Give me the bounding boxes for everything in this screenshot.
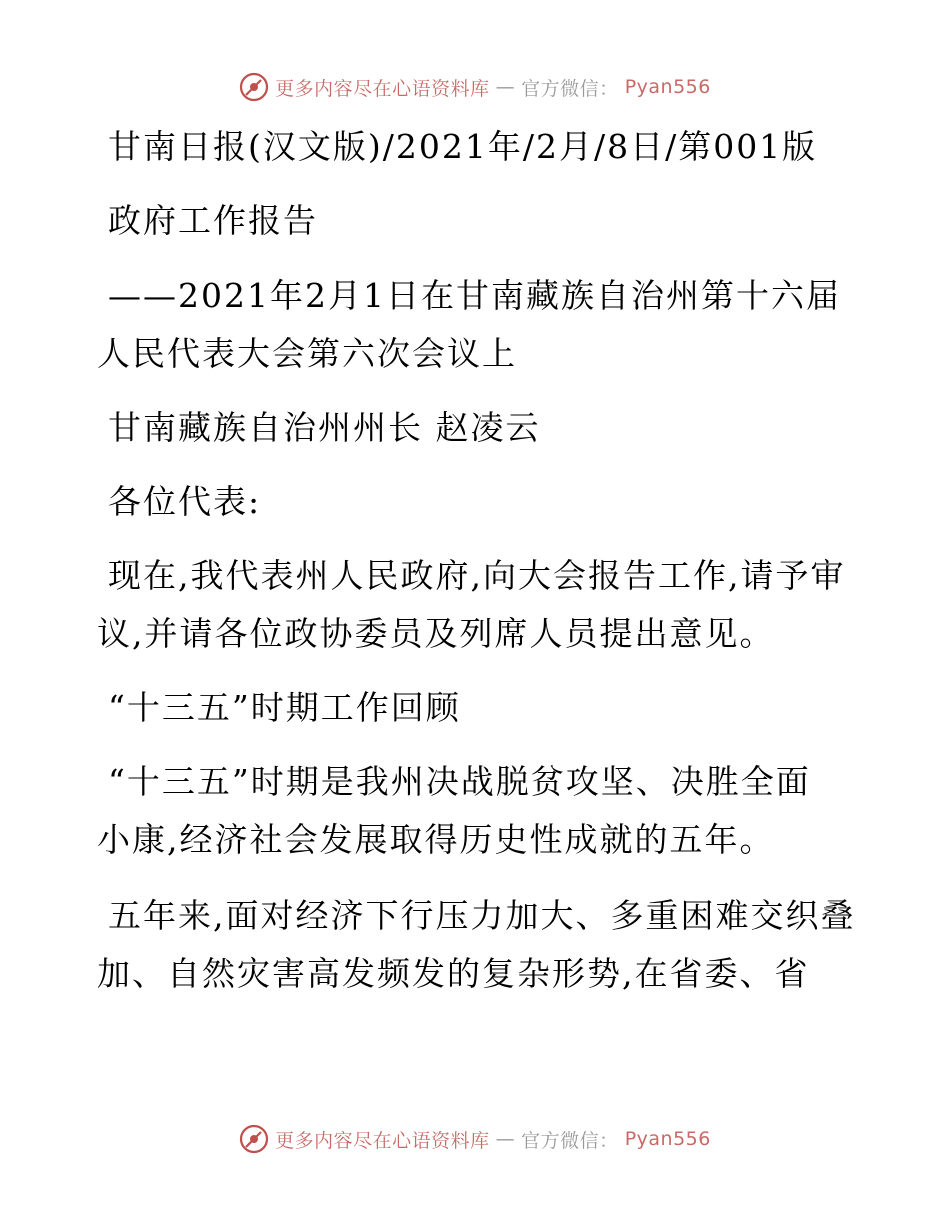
- paragraph-3-line-2: 加、自然灾害高发频发的复杂形势,在省委、省: [97, 954, 810, 993]
- watermark-text: 更多内容尽在心语资料库: [275, 1129, 490, 1152]
- watermark-separator: —: [495, 76, 516, 98]
- paragraph-2-line-2: 小康,经济社会发展取得历史性成就的五年。: [97, 820, 775, 859]
- paragraph-2-line-1: “十三五”时期是我州决战脱贫攻坚、决胜全面: [108, 762, 811, 801]
- source-line: 甘南日报(汉文版)/2021年/2月/8日/第001版: [108, 127, 818, 166]
- subtitle-line-2: 人民代表大会第六次会议上: [97, 334, 517, 373]
- watermark-id: Pyan556: [624, 1128, 711, 1150]
- watermark-text: 更多内容尽在心语资料库: [275, 77, 490, 100]
- watermark-label: 官方微信：: [521, 1129, 619, 1152]
- subtitle-line-1: ——2021年2月1日在甘南藏族自治州第十六届: [108, 276, 841, 315]
- salutation: 各位代表:: [108, 482, 262, 521]
- paragraph-1-line-2: 议,并请各位政协委员及列席人员提出意见。: [97, 614, 775, 653]
- paragraph-3-line-1: 五年来,面对经济下行压力加大、多重困难交织叠: [108, 896, 856, 935]
- watermark-header: [0, 72, 950, 102]
- watermark-label: 官方微信：: [521, 77, 619, 100]
- watermark-footer: [0, 1124, 950, 1154]
- watermark-logo-icon: [239, 72, 269, 102]
- document-title: 政府工作报告: [108, 201, 318, 240]
- author-line: 甘南藏族自治州州长 赵凌云: [108, 408, 541, 447]
- paragraph-1-line-1: 现在,我代表州人民政府,向大会报告工作,请予审: [108, 556, 846, 595]
- watermark-id: Pyan556: [624, 76, 711, 98]
- watermark-separator: —: [495, 1128, 516, 1150]
- watermark-logo-icon: [239, 1124, 269, 1154]
- section-heading: “十三五”时期工作回顾: [108, 688, 461, 727]
